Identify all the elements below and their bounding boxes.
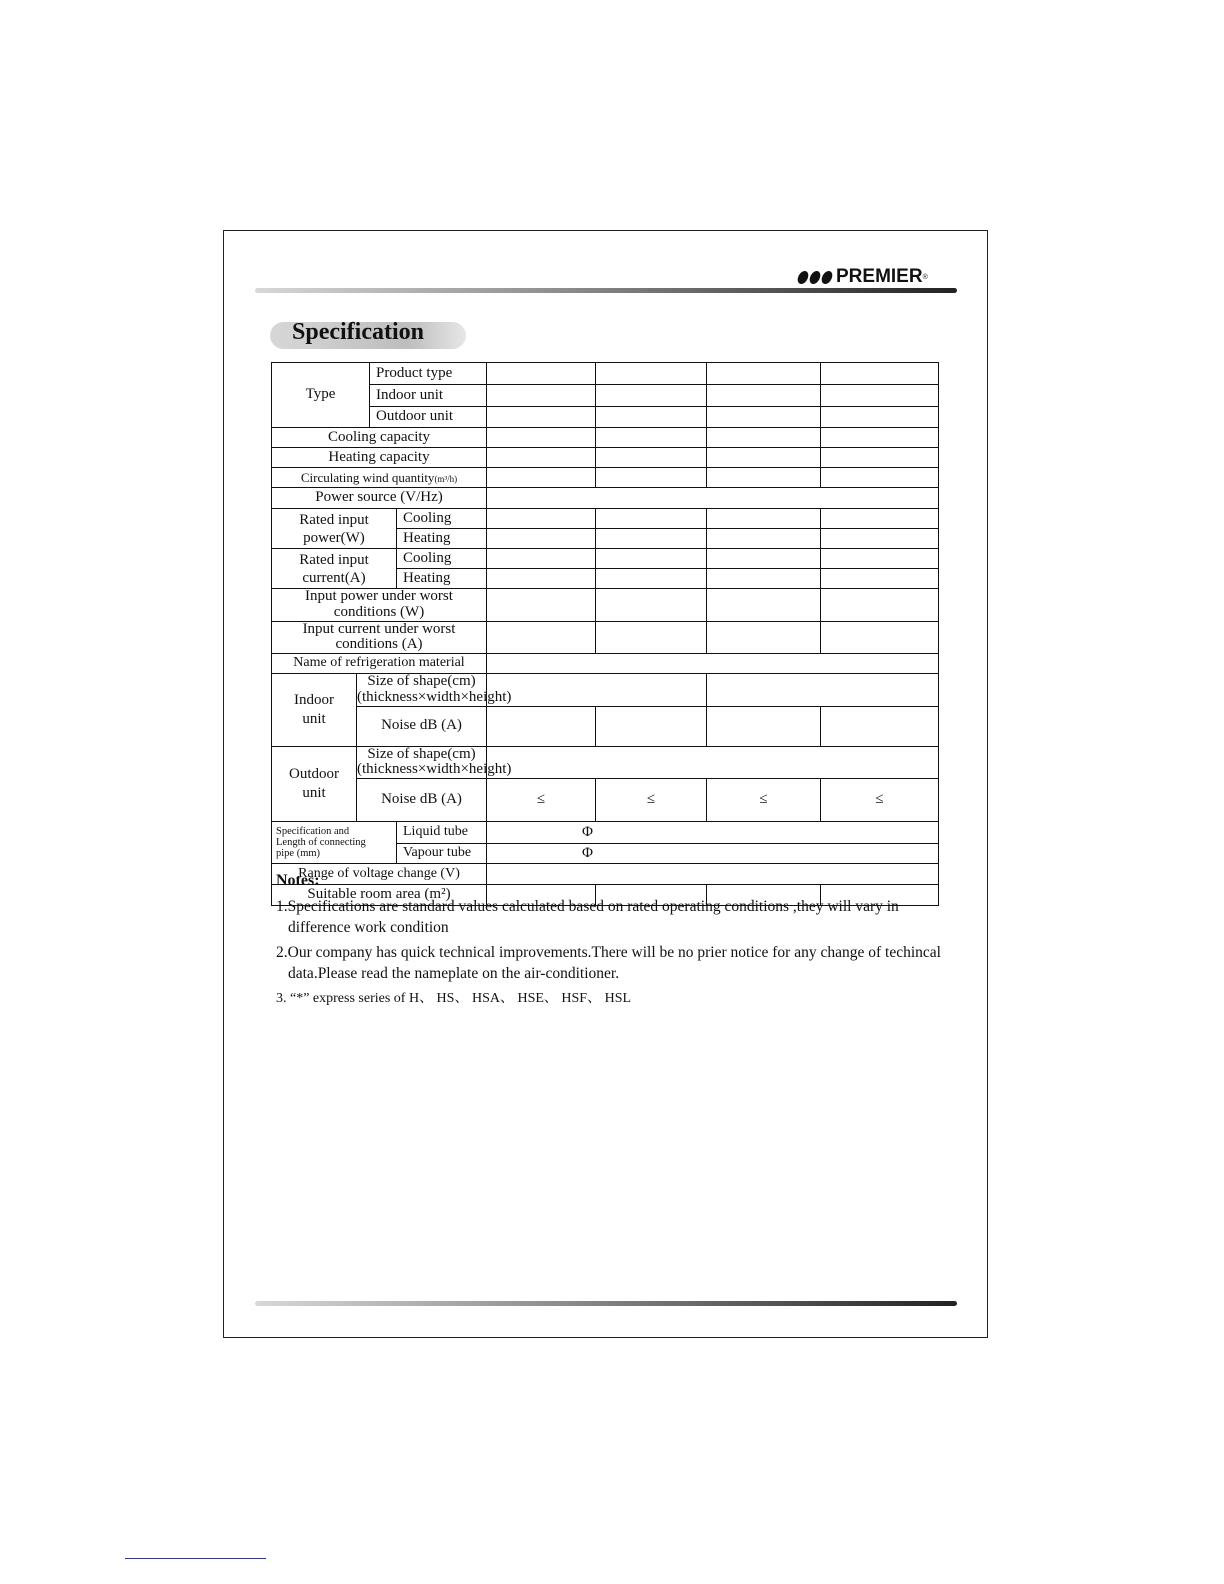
cell [596, 407, 707, 428]
cell [487, 529, 596, 549]
size-of-shape-label [357, 745, 512, 779]
cell [596, 509, 707, 529]
cell [487, 448, 596, 468]
cell [821, 363, 939, 385]
cell [821, 407, 939, 428]
cell [487, 488, 939, 509]
cell [821, 569, 939, 589]
cell [596, 706, 707, 746]
outdoor-unit-label: Outdoor unit [370, 407, 487, 428]
note-1: 1.Specifications are standard values calculated based on rated operating conditions ,they will vary in difference work condition [276, 898, 899, 936]
cell [487, 549, 596, 569]
leq-symbol: ≤ [596, 779, 707, 822]
cell [707, 407, 821, 428]
size-line1: Size of shape(cm) [367, 673, 476, 689]
rated-input-current-line2: current(A) [302, 569, 366, 586]
note-3: 3. “*” express series of H、 HS、 HSA、 HSE、 HSF、 HSL [276, 991, 632, 1006]
cell [821, 509, 939, 529]
input-current-worst-label: Input current under worst conditions (A) [272, 621, 487, 654]
pipe-spec-label [272, 822, 397, 864]
cell [487, 569, 596, 589]
cell [707, 385, 821, 407]
notes-title: Notes: [276, 872, 320, 889]
cell [821, 621, 939, 654]
liquid-tube-label: Liquid tube [397, 822, 487, 844]
cell [707, 706, 821, 746]
cell [596, 549, 707, 569]
cell [487, 654, 939, 674]
cell [487, 407, 596, 428]
power-source-label: Power source (V/Hz) [272, 488, 487, 509]
cooling-capacity-label: Cooling capacity [272, 428, 487, 448]
footer-link-underline [125, 1558, 266, 1559]
cell [707, 529, 821, 549]
indoor-unit-group-label [272, 674, 357, 747]
logo-dots-icon [798, 271, 832, 284]
outdoor-unit-group-label [272, 746, 357, 822]
vapour-tube-label: Vapour tube [397, 844, 487, 864]
cell [821, 706, 939, 746]
cell [487, 428, 596, 448]
cell [487, 468, 596, 488]
indoor-unit-label: Indoor unit [370, 385, 487, 407]
cell [487, 621, 596, 654]
cell [707, 509, 821, 529]
cooling-label: Cooling [397, 509, 487, 529]
leq-symbol: ≤ [821, 779, 939, 822]
noise-label: Noise dB (A) [357, 779, 487, 822]
note-2: 2.Our company has quick technical improvements.There will be no prier notice for any change of techincal data.Please read the nameplate on the air-conditioner. [276, 944, 941, 982]
cell [596, 589, 707, 622]
cell [821, 385, 939, 407]
room-area-label: Suitable room area (m²) [272, 885, 487, 906]
cell [596, 448, 707, 468]
liquid-tube-phi: Φ [487, 822, 939, 844]
cell [707, 428, 821, 448]
cell [821, 549, 939, 569]
cell [487, 589, 596, 622]
cell [487, 509, 596, 529]
cell [596, 468, 707, 488]
product-type-label: Product type [370, 363, 487, 385]
cell [707, 674, 939, 707]
cell [821, 448, 939, 468]
cell [487, 674, 707, 707]
vapour-tube-phi: Φ [487, 844, 939, 864]
voltage-range-label: Range of voltage change (V) [272, 864, 487, 885]
cell [707, 621, 821, 654]
cell [707, 448, 821, 468]
cell [707, 589, 821, 622]
header-rule [255, 288, 957, 293]
refrigeration-material-label: Name of refrigeration material [272, 654, 487, 674]
footer-rule [255, 1301, 957, 1306]
circulating-wind-label [272, 468, 487, 488]
size-line2: (thickness×width×height) [357, 688, 512, 705]
cell [821, 529, 939, 549]
cell [707, 549, 821, 569]
rated-input-power-line1: Rated input [299, 511, 369, 528]
size-of-shape-label [357, 673, 512, 707]
cooling-label: Cooling [397, 549, 487, 569]
premier-logo [798, 266, 928, 288]
type-label: Type [272, 363, 370, 428]
cell [596, 385, 707, 407]
indoor-line2: unit [302, 710, 326, 727]
pipe-line2: Length of connecting [276, 837, 366, 848]
brand-registered-mark: ® [922, 273, 928, 281]
rated-input-current-label [272, 549, 397, 589]
size-line2: (thickness×width×height) [357, 761, 512, 778]
pipe-line1: Specification and [276, 826, 350, 837]
heating-label: Heating [397, 529, 487, 549]
cell [821, 428, 939, 448]
notes-section [276, 872, 956, 1013]
cell [821, 468, 939, 488]
cell [707, 363, 821, 385]
circulating-wind-text: Circulating wind quantity [300, 469, 435, 485]
rated-input-current-line1: Rated input [299, 551, 369, 568]
outdoor-line1: Outdoor [289, 765, 339, 782]
indoor-line1: Indoor [294, 691, 334, 708]
brand-name: PREMIER [836, 266, 923, 287]
leq-symbol: ≤ [707, 779, 821, 822]
noise-label: Noise dB (A) [357, 706, 487, 746]
cell [596, 529, 707, 549]
cell [487, 706, 596, 746]
heating-capacity-label: Heating capacity [272, 448, 487, 468]
cell [596, 363, 707, 385]
pipe-line3: pipe (mm) [276, 848, 321, 859]
cell [707, 569, 821, 589]
section-title: Specification [292, 319, 424, 345]
outdoor-line2: unit [302, 784, 326, 801]
rated-input-power-label [272, 509, 397, 549]
circulating-wind-unit: (m³/h) [434, 473, 458, 484]
heating-label: Heating [397, 569, 487, 589]
leq-symbol: ≤ [487, 779, 596, 822]
size-line1: Size of shape(cm) [367, 745, 476, 762]
cell [487, 746, 939, 779]
input-power-worst-label: Input power under worst conditions (W) [272, 589, 487, 622]
cell [596, 569, 707, 589]
cell [487, 363, 596, 385]
cell [707, 468, 821, 488]
cell [596, 428, 707, 448]
cell [487, 385, 596, 407]
cell [821, 589, 939, 622]
cell [596, 621, 707, 654]
spec-table [271, 362, 939, 906]
rated-input-power-line2: power(W) [303, 529, 365, 546]
